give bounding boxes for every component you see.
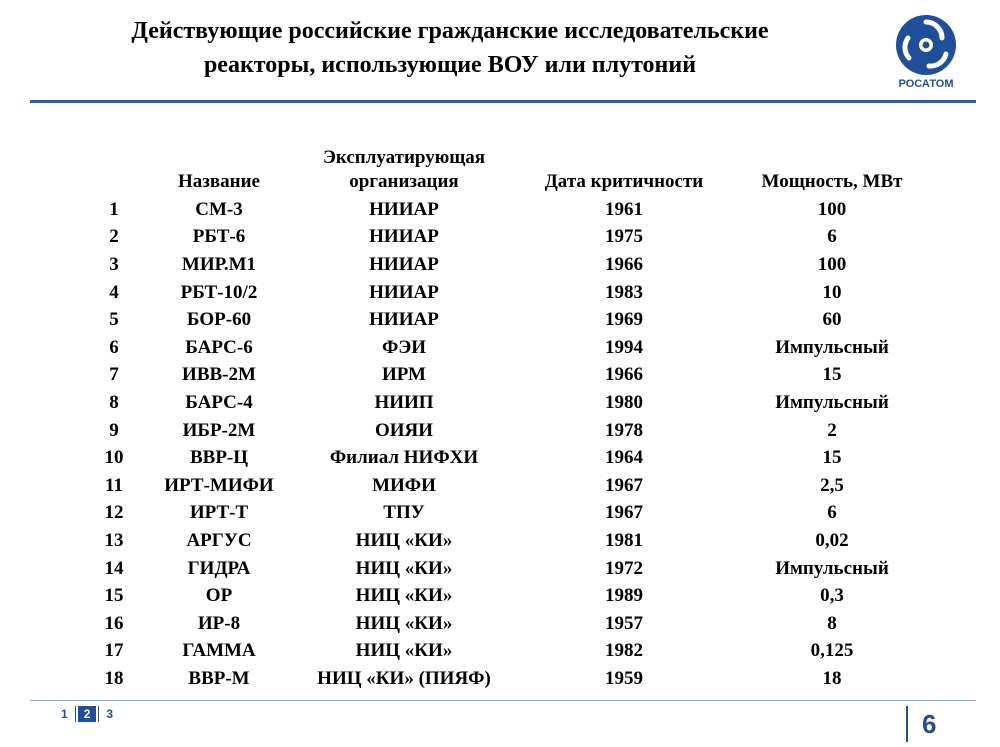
cell-num: 17 — [104, 640, 124, 662]
table-row — [84, 472, 930, 500]
pager-item-2-active[interactable]: 2 — [78, 706, 97, 722]
cell-power: 0,02 — [815, 529, 849, 551]
table-body — [84, 196, 930, 693]
cell-num: 13 — [104, 529, 124, 551]
slide-title-line-1: Действующие российские гражданские исследовательские — [131, 18, 769, 44]
cell-org: ФЭИ — [382, 336, 426, 358]
cell-date: 1975 — [605, 226, 643, 248]
cell-date: 1989 — [605, 585, 643, 607]
cell-num: 10 — [104, 447, 124, 469]
cell-org: НИЦ «КИ» — [355, 557, 453, 579]
cell-num: 8 — [109, 391, 119, 413]
cell-power: Импульсный — [775, 336, 889, 358]
cell-name: ГАММА — [182, 640, 256, 662]
cell-date: 1967 — [605, 474, 643, 496]
header-name: Название — [177, 171, 260, 192]
cell-org: НИИП — [374, 391, 434, 413]
cell-power: 100 — [817, 198, 847, 220]
cell-name: РБТ-6 — [192, 226, 246, 248]
cell-num: 15 — [104, 585, 124, 607]
rosatom-logo — [886, 14, 966, 100]
cell-num: 9 — [109, 419, 119, 441]
cell-power: 60 — [822, 309, 842, 331]
cell-name: ИБР-2М — [182, 419, 256, 441]
table-row — [84, 444, 930, 472]
cell-power: 10 — [822, 281, 842, 303]
cell-name: МИР.М1 — [181, 253, 257, 275]
cell-date: 1983 — [605, 281, 643, 303]
header-power: Мощность, МВт — [761, 171, 903, 192]
table-row — [84, 196, 930, 224]
table-row — [84, 306, 930, 334]
cell-name: ОР — [205, 585, 233, 607]
cell-name: ГИДРА — [187, 557, 251, 579]
cell-name: РБТ-10/2 — [180, 281, 258, 303]
cell-power: 2 — [827, 419, 837, 441]
table-row — [84, 389, 930, 417]
cell-date: 1966 — [605, 253, 643, 275]
reactors-table — [84, 146, 930, 693]
pager-separator — [98, 706, 99, 722]
table-row — [84, 251, 930, 279]
cell-name: ИРТ-МИФИ — [164, 474, 274, 496]
cell-org: НИЦ «КИ» — [355, 585, 453, 607]
cell-date: 1994 — [605, 336, 643, 358]
cell-power: 15 — [822, 447, 842, 469]
cell-date: 1978 — [605, 419, 643, 441]
cell-org: ТПУ — [383, 502, 425, 524]
table-row — [84, 500, 930, 528]
cell-date: 1982 — [605, 640, 643, 662]
cell-org: НИИАР — [369, 226, 439, 248]
header-num — [84, 146, 144, 196]
cell-org: МИФИ — [372, 474, 436, 496]
cell-org: НИЦ «КИ» — [355, 640, 453, 662]
pager — [56, 706, 118, 722]
table-row — [84, 417, 930, 445]
cell-num: 12 — [104, 502, 124, 524]
cell-org: НИЦ «КИ» — [355, 612, 453, 634]
table-row — [84, 279, 930, 307]
cell-num: 14 — [104, 557, 124, 579]
cell-power: 6 — [827, 226, 837, 248]
cell-name: АРГУС — [186, 529, 252, 551]
cell-date: 1966 — [605, 364, 643, 386]
cell-date: 1969 — [605, 309, 643, 331]
cell-org: НИИАР — [369, 253, 439, 275]
header-org-line-2: организация — [349, 171, 459, 192]
table-row — [84, 362, 930, 390]
cell-name: БАРС-6 — [185, 336, 253, 358]
cell-power: 6 — [827, 502, 837, 524]
footer-divider — [30, 700, 976, 701]
table-row — [84, 665, 930, 693]
table-row — [84, 610, 930, 638]
cell-power: 8 — [827, 612, 837, 634]
cell-num: 16 — [104, 612, 124, 634]
cell-date: 1972 — [605, 557, 643, 579]
header-org-line-1: Эксплуатирующая — [322, 147, 486, 168]
cell-org: НИИАР — [369, 309, 439, 331]
pager-separator — [75, 706, 76, 722]
slide-title-line-2: реакторы, использующие ВОУ или плутоний — [203, 52, 697, 78]
cell-num: 5 — [109, 309, 119, 331]
cell-num: 11 — [105, 474, 123, 496]
cell-org: Филиал НИФХИ — [329, 447, 479, 469]
cell-power: 0,3 — [820, 585, 844, 607]
cell-num: 2 — [109, 226, 119, 248]
cell-power: Импульсный — [775, 557, 889, 579]
cell-org: НИИАР — [369, 281, 439, 303]
cell-name: ИР-8 — [197, 612, 241, 634]
pager-item-1[interactable]: 1 — [61, 707, 68, 721]
cell-name: ИРТ-Т — [189, 502, 249, 524]
cell-power: 100 — [817, 253, 847, 275]
cell-power: 15 — [822, 364, 842, 386]
cell-power: 0,125 — [810, 640, 854, 662]
cell-date: 1959 — [605, 667, 643, 689]
table-row — [84, 555, 930, 583]
cell-date: 1980 — [605, 391, 643, 413]
table-row — [84, 638, 930, 666]
cell-name: ИВВ-2М — [182, 364, 256, 386]
cell-org: ОИЯИ — [374, 419, 434, 441]
cell-date: 1961 — [605, 198, 643, 220]
cell-date: 1957 — [605, 612, 643, 634]
title-divider — [30, 100, 976, 103]
table-header-row — [84, 146, 930, 196]
table-row — [84, 582, 930, 610]
cell-num: 3 — [109, 253, 119, 275]
pager-item-3[interactable]: 3 — [106, 707, 114, 721]
cell-power: Импульсный — [775, 391, 889, 413]
cell-name: СМ-3 — [195, 198, 243, 220]
table-row — [84, 334, 930, 362]
cell-date: 1964 — [605, 447, 643, 469]
table-row — [84, 224, 930, 252]
cell-power: 18 — [822, 667, 842, 689]
table-row — [84, 527, 930, 555]
rosatom-atom-logo-icon — [895, 14, 957, 76]
page-number: 6 — [906, 706, 936, 742]
cell-date: 1981 — [605, 529, 643, 551]
header-org — [294, 146, 514, 196]
cell-power: 2,5 — [820, 474, 844, 496]
header-date: Дата критичности — [544, 171, 704, 192]
cell-num: 18 — [104, 667, 124, 689]
cell-name: ВВР-М — [188, 667, 250, 689]
cell-date: 1967 — [605, 502, 643, 524]
cell-num: 6 — [109, 336, 119, 358]
cell-name: БОР-60 — [186, 309, 252, 331]
cell-num: 1 — [109, 198, 119, 220]
cell-org: НИЦ «КИ» (ПИЯФ) — [317, 667, 491, 689]
slide-title — [40, 14, 860, 82]
cell-org: НИИАР — [369, 198, 439, 220]
cell-name: ВВР-Ц — [189, 447, 249, 469]
cell-num: 7 — [109, 364, 119, 386]
cell-org: ИРМ — [382, 364, 426, 386]
cell-num: 4 — [109, 281, 119, 303]
cell-org: НИЦ «КИ» — [355, 529, 453, 551]
logo-text: РОСАТОМ — [898, 78, 954, 90]
cell-name: БАРС-4 — [185, 391, 253, 413]
